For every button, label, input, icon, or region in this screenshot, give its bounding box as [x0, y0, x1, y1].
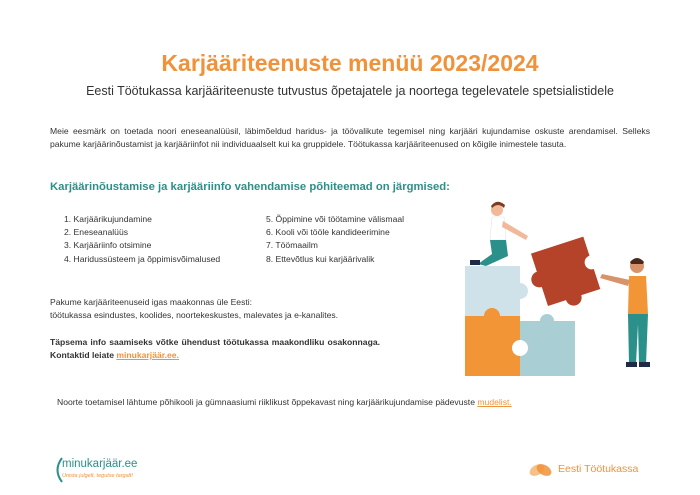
list-item: 8. Ettevõtlus kui karjäärivalik: [266, 253, 375, 264]
page-title: Karjääriteenuste menüü 2023/2024: [161, 50, 539, 76]
contact-paragraph: [50, 336, 380, 362]
list-item: 7. Töömaailm: [266, 240, 318, 251]
puzzle-piece-red: [523, 235, 609, 317]
topics-list-right: [266, 213, 404, 266]
minukarjaar-logo-slogan: Unista julgelt, tegutse targalt!: [62, 473, 133, 479]
minukarjaar-logo-text: minukarjäär.ee: [62, 458, 138, 470]
page-subtitle: Eesti Töötukassa karjääriteenuste tutvustus õpetajatele ja noortega tegelevatele spetsialistidele: [86, 84, 614, 98]
footer-note: [57, 396, 657, 409]
list-item: 5. Õppimine või töötamine välismaal: [266, 214, 405, 224]
offer-line-2: töötukassa esindustes, koolides, noortekeskustes, malevates ja e-kanalites.: [50, 310, 339, 320]
puzzle-piece-orange: [465, 316, 520, 376]
tootukassa-logo-icon: [528, 458, 554, 482]
list-item: 2. Eneseanalüüs: [64, 227, 129, 238]
intro-paragraph: Meie eesmärk on toetada noori eneseanalüüsil, läbimõeldud haridus- ja töövalikute tegemisel ning karjääri kujundamise oskuste arendamisel. Selleks pakume karjäärinõustamist ja karjääriinfot nii individuaalselt kui ka gruppidele. Töötukassa karjääriteenused on kõigile inimestele tasuta.: [50, 126, 650, 149]
offer-paragraph: [50, 296, 380, 322]
minukarjaar-link[interactable]: minukarjäär.ee.: [116, 350, 179, 360]
contact-text: Täpsema info saamiseks võtke ühendust töötukassa maakondliku osakonnaga. Kontaktid leiate: [50, 337, 380, 360]
offer-line-1: Pakume karjääriteenuseid igas maakonnas üle Eesti:: [50, 297, 253, 307]
mudelist-link[interactable]: mudelist.: [477, 397, 512, 407]
tootukassa-logo-text: Eesti Töötukassa: [558, 463, 639, 475]
puzzle-illustration: [440, 196, 670, 386]
list-item: 1. Karjäärikujundamine: [64, 214, 152, 224]
puzzle-piece-blue: [520, 321, 575, 376]
woman-figure: [470, 202, 528, 266]
list-item: 6. Kooli või tööle kandideerimine: [266, 227, 390, 238]
footer-note-text: Noorte toetamisel lähtume põhikooli ja gümnaasiumi riiklikust õppekavast ning karjäärikujundamise pädevuste: [57, 397, 478, 407]
minukarjaar-logo[interactable]: [52, 456, 162, 486]
man-figure: [600, 258, 650, 367]
topics-list-left: [64, 213, 220, 266]
list-item: 3. Karjääriinfo otsimine: [64, 240, 152, 251]
topics-heading: Karjäärinõustamise ja karjääriinfo vahendamise põhiteemad on järgmised:: [50, 181, 450, 193]
tootukassa-logo[interactable]: [528, 458, 658, 482]
list-item: 4. Haridussüsteem ja õppimisvõimalused: [64, 253, 221, 264]
